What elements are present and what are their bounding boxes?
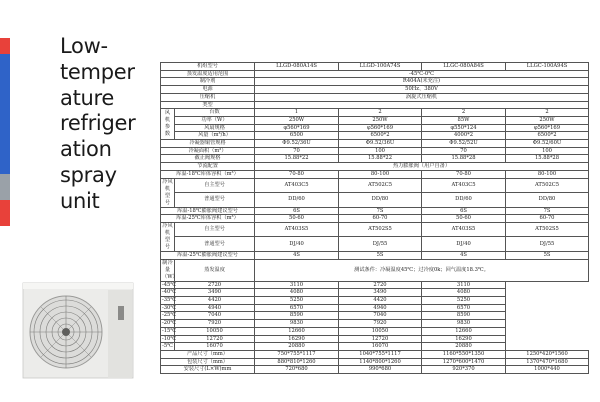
m25-normal-label: 普通型号 — [175, 237, 255, 252]
capacity-temp-cell: -30℃ — [162, 304, 177, 311]
capacity-row — [161, 304, 589, 312]
fan-power-cell: 85W — [422, 116, 506, 124]
package-size-cell: 880*810*1260 — [255, 358, 339, 366]
capacity-value-cell: 16290 — [422, 335, 506, 343]
m25-normal-cell: DJ/55 — [339, 237, 422, 252]
table-row — [161, 78, 589, 86]
air-volume-cell: 6500 — [255, 132, 339, 140]
m18-valve-cell: 6S — [422, 207, 506, 215]
m18-defrost-cell: AT502C5 — [339, 178, 422, 193]
fan-power-label: 功率（W） — [175, 116, 255, 124]
table-row — [161, 109, 589, 117]
capacity-temp-cell: -45℃ — [162, 281, 177, 288]
m18-normal-cell: DD/60 — [422, 193, 506, 208]
table-row — [161, 207, 589, 215]
table-row — [161, 163, 589, 171]
table-row — [161, 366, 589, 374]
evap-range-label: 蒸发温度适用范围 — [161, 70, 255, 78]
capacity-row — [161, 289, 589, 297]
refrigerant-cell: R404A(未充注) — [255, 78, 589, 86]
table-row — [161, 155, 589, 163]
m25-defrost-label: 自主型号 — [175, 222, 255, 237]
throttle-label: 节流配置 — [161, 163, 255, 171]
mount-size-cell: 990*680 — [339, 366, 422, 374]
capacity-value-cell: 20880 — [255, 343, 339, 351]
m18-defrost-cell: AT403C5 — [422, 178, 506, 193]
table-row — [161, 63, 589, 71]
type-label: 类型 — [161, 101, 255, 109]
m18-area-label: 库温-18℃库体容积（m³） — [161, 170, 255, 178]
capacity-value-cell: 5250 — [422, 297, 506, 305]
package-size-label: 包装尺寸（mm） — [161, 358, 255, 366]
fan-count-cell: 1 — [255, 109, 339, 117]
table-row — [161, 358, 589, 366]
m25-fan-group-label: 冷风机 型 号 — [162, 222, 173, 250]
capacity-row — [161, 297, 589, 305]
capacity-value-cell: 10050 — [339, 327, 422, 335]
fan-count-cell: 2 — [422, 109, 506, 117]
capacity-temp-cell: -10℃ — [162, 335, 177, 342]
fan-count-label: 台数 — [175, 109, 255, 117]
condenser-pipe-cell: Φ9.52/36U — [255, 140, 339, 148]
power-cell: 50Hz、380V — [255, 86, 589, 94]
capacity-value-cell: 6570 — [422, 304, 506, 312]
table-row — [161, 193, 589, 208]
accent-bar-blue — [0, 54, 10, 174]
package-size-cell: 1270*600*1470 — [422, 358, 506, 366]
table-row — [161, 251, 589, 259]
condenser-area-cell: 70 — [422, 147, 506, 155]
capacity-row — [161, 335, 589, 343]
air-volume-cell: 6500*2 — [339, 132, 422, 140]
m25-normal-cell: DJ/40 — [255, 237, 339, 252]
capacity-temp-cell: -15℃ — [162, 327, 177, 334]
mount-size-label: 安装尺寸(L×W)mm — [161, 366, 255, 374]
stop-valve-label: 截止阀规格 — [161, 155, 255, 163]
m18-area-cell: 80-100 — [506, 170, 589, 178]
model-cell: LLGD-100A74S — [339, 63, 422, 71]
table-row — [161, 132, 589, 140]
capacity-temp-cell: -25℃ — [162, 312, 177, 319]
capacity-value-cell: 4080 — [255, 289, 339, 297]
capacity-value-cell: 4940 — [339, 304, 422, 312]
capacity-value-cell: 5250 — [255, 297, 339, 305]
type-cell — [255, 101, 589, 109]
throttle-cell: 热力膨胀阀（用户自备） — [255, 163, 589, 171]
m25-valve-label: 库温-25℃膨胀阀建议型号 — [161, 251, 255, 259]
test-condition-cell: 测试条件：冷凝温度45℃；过冷度0k；回气温度18.3℃。 — [255, 259, 589, 281]
fan-power-cell: 250W — [506, 116, 589, 124]
table-row — [161, 147, 589, 155]
product-size-cell: 1250*420*1560 — [506, 350, 589, 358]
fan-spec-cell: φ560*169 — [506, 124, 589, 132]
capacity-value-cell: 3490 — [175, 289, 255, 297]
accent-bar-gray — [0, 174, 10, 200]
condenser-area-label: 冷凝面积（m²） — [161, 147, 255, 155]
condensing-unit-image — [22, 282, 134, 379]
m25-defrost-cell: AT502S5 — [506, 222, 589, 237]
compressor-label: 压缩机 — [161, 93, 255, 101]
m25-area-cell: 60-70 — [506, 215, 589, 223]
capacity-value-cell: 12660 — [255, 327, 339, 335]
capacity-value-cell: 12660 — [422, 327, 506, 335]
air-volume-cell: 4000*2 — [422, 132, 506, 140]
capacity-row — [161, 281, 589, 289]
page-title: Low- temper ature refriger ation spray unit — [60, 34, 136, 213]
capacity-value-cell: 9830 — [255, 320, 339, 328]
capacity-value-cell: 7040 — [339, 312, 422, 320]
table-row — [161, 215, 589, 223]
fan-spec-label: 风扇规格 — [175, 124, 255, 132]
condenser-pipe-label: 冷凝器铜管规格 — [161, 140, 255, 148]
m25-area-cell: 60-70 — [339, 215, 422, 223]
capacity-value-cell: 9830 — [422, 320, 506, 328]
capacity-value-cell: 6570 — [255, 304, 339, 312]
product-size-cell: 1160*550*1350 — [422, 350, 506, 358]
condenser-pipe-cell: Φ9.52/36U — [339, 140, 422, 148]
condenser-pipe-cell: Φ9.52/52U — [422, 140, 506, 148]
m25-valve-cell: 4S — [255, 251, 339, 259]
m25-area-cell: 50-60 — [255, 215, 339, 223]
model-cell: LLGC-080A84S — [422, 63, 506, 71]
evap-temp-label: 蒸发温度 — [175, 259, 255, 281]
m18-defrost-cell: AT403C5 — [255, 178, 339, 193]
m25-valve-cell: 5S — [339, 251, 422, 259]
model-cell: LLGC-100A94S — [506, 63, 589, 71]
spec-table-container — [160, 62, 588, 396]
m18-defrost-cell: AT502C5 — [506, 178, 589, 193]
capacity-rows — [161, 281, 589, 350]
m25-area-label: 库温-25℃库体容积（m³） — [161, 215, 255, 223]
capacity-row — [161, 343, 589, 351]
capacity-temp-cell: -5℃ — [162, 343, 173, 350]
capacity-row — [161, 320, 589, 328]
capacity-value-cell: 3110 — [255, 281, 339, 289]
stop-valve-cell: 15.88*28 — [506, 155, 589, 163]
compressor-cell: 涡旋式压缩机 — [255, 93, 589, 101]
table-row — [161, 93, 589, 101]
capacity-temp-cell: -35℃ — [162, 297, 177, 304]
package-size-cell: 1140*800*1260 — [339, 358, 422, 366]
m18-defrost-label: 自主型号 — [175, 178, 255, 193]
table-row — [161, 86, 589, 94]
capacity-row — [161, 312, 589, 320]
air-volume-label: 风量（m³/h） — [175, 132, 255, 140]
product-size-cell: 1040*755*1117 — [339, 350, 422, 358]
stop-valve-cell: 15.88*22 — [255, 155, 339, 163]
model-label: 机组型号 — [161, 63, 255, 71]
m18-valve-label: 库温-18℃膨胀阀建议型号 — [161, 207, 255, 215]
accent-bar-red-bottom — [0, 200, 10, 226]
table-row — [161, 101, 589, 109]
fan-spec-cell: φ560*169 — [255, 124, 339, 132]
m25-area-cell: 50-60 — [422, 215, 506, 223]
m18-area-cell: 70-80 — [255, 170, 339, 178]
m18-fan-group-label: 冷风机 型 号 — [162, 178, 173, 206]
product-size-label: 产品尺寸（mm） — [161, 350, 255, 358]
table-row — [161, 124, 589, 132]
power-label: 电源 — [161, 86, 255, 94]
capacity-value-cell: 20880 — [422, 343, 506, 351]
m25-defrost-cell: AT502S5 — [339, 222, 422, 237]
capacity-value-cell: 16290 — [255, 335, 339, 343]
m25-valve-cell: 5S — [506, 251, 589, 259]
capacity-value-cell: 4080 — [422, 289, 506, 297]
m25-defrost-cell: AT403S5 — [422, 222, 506, 237]
capacity-value-cell: 2720 — [175, 281, 255, 289]
capacity-value-cell: 7920 — [175, 320, 255, 328]
stop-valve-cell: 15.88*22 — [339, 155, 422, 163]
fan-group-label: 风 机 参 数 — [161, 109, 175, 140]
capacity-value-cell: 4420 — [339, 297, 422, 305]
capacity-value-cell: 7920 — [339, 320, 422, 328]
fan-spec-cell: φ560*169 — [339, 124, 422, 132]
m18-valve-cell: 6S — [255, 207, 339, 215]
capacity-temp-cell: -40℃ — [162, 289, 177, 296]
capacity-value-cell: 8590 — [422, 312, 506, 320]
fan-spec-cell: φ550*124 — [422, 124, 506, 132]
fan-count-cell: 2 — [506, 109, 589, 117]
capacity-temp-cell: -20℃ — [162, 320, 177, 327]
m18-normal-cell: DD/80 — [339, 193, 422, 208]
mount-size-cell: 1000*440 — [506, 366, 589, 374]
table-row — [161, 178, 589, 193]
m25-normal-cell: DJ/40 — [422, 237, 506, 252]
capacity-row — [161, 327, 589, 335]
capacity-value-cell: 2720 — [339, 281, 422, 289]
stop-valve-cell: 15.88*28 — [422, 155, 506, 163]
mount-size-cell: 920*370 — [422, 366, 506, 374]
capacity-value-cell: 12720 — [339, 335, 422, 343]
fan-power-cell: 250W — [339, 116, 422, 124]
condenser-area-cell: 100 — [506, 147, 589, 155]
m25-defrost-cell: AT403S5 — [255, 222, 339, 237]
capacity-value-cell: 16070 — [175, 343, 255, 351]
condenser-area-cell: 70 — [255, 147, 339, 155]
m18-area-cell: 70-80 — [422, 170, 506, 178]
model-cell: LLGD-080A14S — [255, 63, 339, 71]
m18-normal-label: 普通型号 — [175, 193, 255, 208]
m25-valve-cell: 4S — [422, 251, 506, 259]
table-row — [161, 70, 589, 78]
table-row — [161, 116, 589, 124]
m18-valve-cell: 7S — [339, 207, 422, 215]
capacity-value-cell: 7040 — [175, 312, 255, 320]
condenser-area-cell: 100 — [339, 147, 422, 155]
condenser-pipe-cell: Φ9.52/60U — [506, 140, 589, 148]
m25-normal-cell: DJ/55 — [506, 237, 589, 252]
table-row — [161, 222, 589, 237]
spec-table — [160, 62, 589, 374]
capacity-value-cell: 8590 — [255, 312, 339, 320]
m18-valve-cell: 7S — [506, 207, 589, 215]
table-row — [161, 350, 589, 358]
evap-range-cell: -45℃-0℃ — [255, 70, 589, 78]
capacity-value-cell: 4940 — [175, 304, 255, 312]
product-size-cell: 750*755*1117 — [255, 350, 339, 358]
capacity-label: 制冷量（W） — [162, 259, 178, 280]
m18-area-cell: 80-100 — [339, 170, 422, 178]
m18-normal-cell: DD/80 — [506, 193, 589, 208]
m18-normal-cell: DD/60 — [255, 193, 339, 208]
fan-count-cell: 2 — [339, 109, 422, 117]
accent-bar-red-top — [0, 38, 10, 54]
capacity-value-cell: 4420 — [175, 297, 255, 305]
table-row — [161, 259, 589, 281]
mount-size-cell: 720*680 — [255, 366, 339, 374]
capacity-value-cell: 12720 — [175, 335, 255, 343]
package-size-cell: 1370*470*1680 — [506, 358, 589, 366]
table-row — [161, 140, 589, 148]
table-row — [161, 237, 589, 252]
refrigerant-label: 制冷剂 — [161, 78, 255, 86]
fan-power-cell: 250W — [255, 116, 339, 124]
capacity-value-cell: 3490 — [339, 289, 422, 297]
capacity-value-cell: 3110 — [422, 281, 506, 289]
capacity-value-cell: 16070 — [339, 343, 422, 351]
capacity-value-cell: 10050 — [175, 327, 255, 335]
air-volume-cell: 6500*2 — [506, 132, 589, 140]
table-row — [161, 170, 589, 178]
